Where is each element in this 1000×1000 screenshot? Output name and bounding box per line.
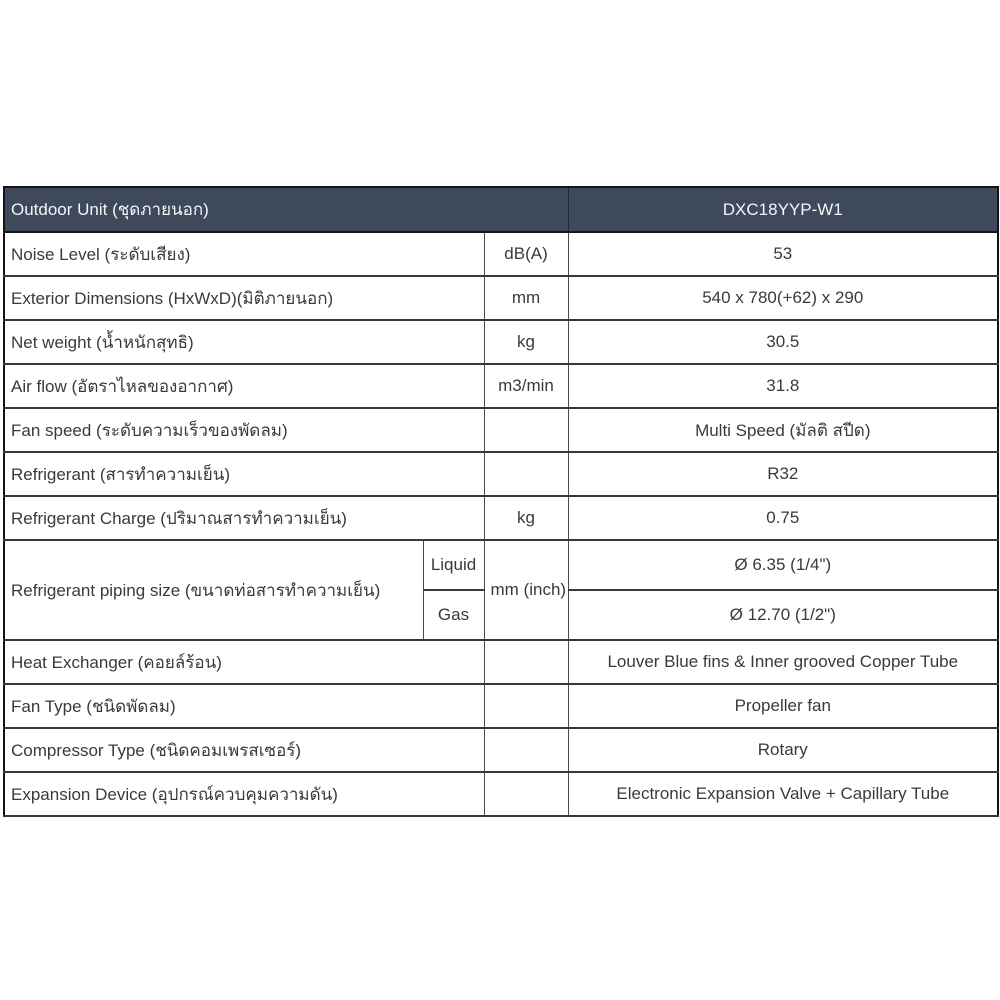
row-label: Compressor Type (ชนิดคอมเพรสเซอร์) [4, 728, 484, 772]
row-label: Fan speed (ระดับความเร็วของพัดลม) [4, 408, 484, 452]
table-row-compressor-type [4, 728, 998, 772]
row-unit: kg [484, 320, 568, 364]
row-value: Louver Blue fins & Inner grooved Copper Tube [568, 640, 998, 684]
row-unit [484, 772, 568, 816]
table-row-heat-exchanger [4, 640, 998, 684]
row-value: Multi Speed (มัลติ สปีด) [568, 408, 998, 452]
row-label: Refrigerant Charge (ปริมาณสารทำความเย็น) [4, 496, 484, 540]
piping-type-liquid: Liquid [423, 540, 484, 590]
table-row-net-weight [4, 320, 998, 364]
table-row-refrigerant [4, 452, 998, 496]
table-row-expansion-device [4, 772, 998, 816]
row-unit [484, 640, 568, 684]
row-label: Exterior Dimensions (HxWxD)(มิติภายนอก) [4, 276, 484, 320]
row-value: R32 [568, 452, 998, 496]
row-label: Fan Type (ชนิดพัดลม) [4, 684, 484, 728]
row-value: Electronic Expansion Valve + Capillary Tube [568, 772, 998, 816]
row-unit: mm (inch) [484, 540, 568, 640]
table-row-piping-liquid [4, 540, 998, 590]
table-header-model: DXC18YYP-W1 [568, 187, 998, 232]
row-value: 30.5 [568, 320, 998, 364]
row-label: Net weight (น้ำหนักสุทธิ) [4, 320, 484, 364]
table-header-row [4, 187, 998, 232]
row-unit: kg [484, 496, 568, 540]
table-row-fan-type [4, 684, 998, 728]
row-unit: mm [484, 276, 568, 320]
row-value: 53 [568, 232, 998, 276]
row-label: Refrigerant (สารทำความเย็น) [4, 452, 484, 496]
table-row-noise-level [4, 232, 998, 276]
row-label: Noise Level (ระดับเสียง) [4, 232, 484, 276]
table-row-air-flow [4, 364, 998, 408]
row-unit: m3/min [484, 364, 568, 408]
row-label: Air flow (อัตราไหลของอากาศ) [4, 364, 484, 408]
row-value: 31.8 [568, 364, 998, 408]
row-unit [484, 684, 568, 728]
piping-type-gas: Gas [423, 590, 484, 640]
row-value: Ø 6.35 (1/4") [568, 540, 998, 590]
row-label: Expansion Device (อุปกรณ์ควบคุมความดัน) [4, 772, 484, 816]
row-value: 540 x 780(+62) x 290 [568, 276, 998, 320]
row-label: Refrigerant piping size (ขนาดท่อสารทำความเย็น) [4, 540, 423, 640]
table-header-title: Outdoor Unit (ชุดภายนอก) [4, 187, 568, 232]
row-value: Rotary [568, 728, 998, 772]
table-row-refrigerant-charge [4, 496, 998, 540]
row-unit [484, 452, 568, 496]
row-value: Propeller fan [568, 684, 998, 728]
table-row-fan-speed [4, 408, 998, 452]
table-row-exterior-dimensions [4, 276, 998, 320]
outdoor-unit-spec-table [3, 186, 999, 817]
row-label: Heat Exchanger (คอยล์ร้อน) [4, 640, 484, 684]
row-unit: dB(A) [484, 232, 568, 276]
row-value: Ø 12.70 (1/2") [568, 590, 998, 640]
row-unit [484, 408, 568, 452]
row-unit [484, 728, 568, 772]
row-value: 0.75 [568, 496, 998, 540]
